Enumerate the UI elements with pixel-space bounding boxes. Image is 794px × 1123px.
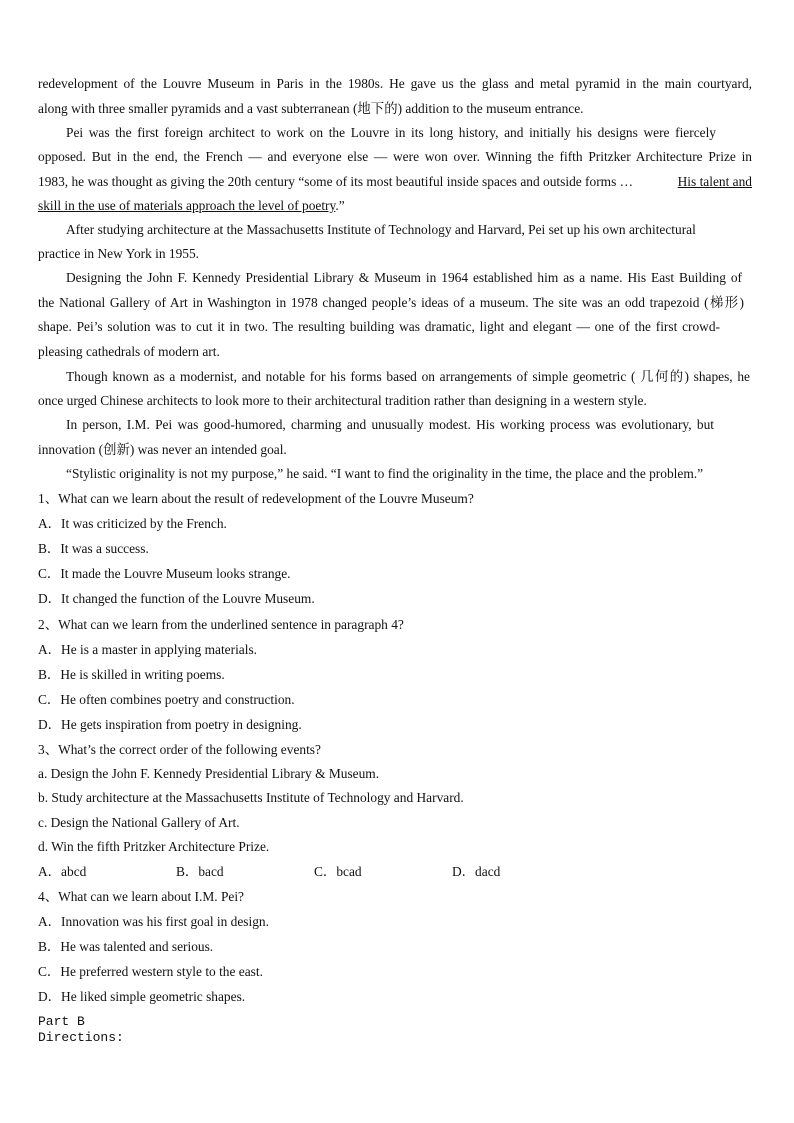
answer-option[interactable]: D．He gets inspiration from poetry in designing.	[38, 717, 302, 732]
answer-option[interactable]: C．bcad	[314, 864, 362, 879]
answer-option[interactable]: B．bacd	[176, 864, 224, 879]
passage-line: After studying architecture at the Massachusetts Institute of Technology and Harvard, Pei set up his own architectural	[66, 222, 696, 237]
directions-heading: Directions:	[38, 1030, 124, 1045]
event-item: a. Design the John F. Kennedy Presidential Library & Museum.	[38, 766, 380, 781]
passage-line: practice in New York in 1955.	[38, 246, 200, 261]
passage-line: In person, I.M. Pei was good-humored, charming and unusually modest. His working process was evolutionary, but	[66, 417, 714, 432]
passage-line: Pei was the first foreign architect to work on the Louvre in its long history, and initially his designs were fiercely	[66, 125, 716, 140]
passage-text: 1983, he was thought as giving the 20th century “some of its most beautiful inside spaces and outside forms …	[38, 174, 634, 189]
answer-option[interactable]: C．It made the Louvre Museum looks strange.	[38, 566, 291, 581]
passage-line: innovation (创新) was never an intended goal.	[38, 442, 287, 457]
passage-line	[38, 198, 345, 214]
underlined-sentence: skill in the use of materials approach the level of poetry	[38, 198, 336, 213]
passage-line: redevelopment of the Louvre Museum in Paris in the 1980s. He gave us the glass and metal pyramid in the main courtyard,	[38, 76, 752, 91]
question-stem: 3、What’s the correct order of the following events?	[38, 742, 321, 757]
event-item: b. Study architecture at the Massachusetts Institute of Technology and Harvard.	[38, 790, 464, 805]
part-heading: Part B	[38, 1014, 85, 1029]
answer-option[interactable]: C．He preferred western style to the east.	[38, 964, 263, 979]
passage-line: “Stylistic originality is not my purpose,” he said. “I want to find the originality in the time, the place and the problem.”	[66, 466, 704, 481]
passage-line: once urged Chinese architects to look more to their architectural tradition rather than designing in a western style.	[38, 393, 647, 408]
event-item: d. Win the fifth Pritzker Architecture Prize.	[38, 839, 270, 854]
answer-option[interactable]: A．Innovation was his first goal in design.	[38, 914, 269, 929]
answer-option[interactable]: C．He often combines poetry and construction.	[38, 692, 295, 707]
passage-line: pleasing cathedrals of modern art.	[38, 344, 220, 359]
passage-line: Designing the John F. Kennedy Presidential Library & Museum in 1964 established him as a name. His East Building of	[66, 270, 742, 285]
passage-text: .”	[335, 198, 345, 213]
answer-option[interactable]: A．It was criticized by the French.	[38, 516, 227, 531]
answer-option[interactable]: D．dacd	[452, 864, 501, 879]
passage-line: Though known as a modernist, and notable for his forms based on arrangements of simple geometric ( 几何的) shapes, he	[66, 369, 750, 384]
passage-line: opposed. But in the end, the French — and everyone else — were won over. Winning the fifth Pritzker Architecture Prize in	[38, 149, 752, 164]
answer-option[interactable]: B．It was a success.	[38, 541, 149, 556]
answer-option[interactable]: B．He was talented and serious.	[38, 939, 214, 954]
answer-option[interactable]: A．He is a master in applying materials.	[38, 642, 258, 657]
question-stem: 1、What can we learn about the result of redevelopment of the Louvre Museum?	[38, 491, 474, 506]
question-stem: 2、What can we learn from the underlined sentence in paragraph 4?	[38, 617, 404, 632]
passage-line: shape. Pei’s solution was to cut it in two. The resulting building was dramatic, light and elegant — one of the first crowd-	[38, 319, 720, 334]
answer-option[interactable]: A．abcd	[38, 864, 87, 879]
passage-line: the National Gallery of Art in Washington in 1978 changed people’s ideas of a museum. The site was an odd trapezoid (梯形)	[38, 295, 744, 310]
answer-option[interactable]: D．He liked simple geometric shapes.	[38, 989, 246, 1004]
passage-line: along with three smaller pyramids and a vast subterranean (地下的) addition to the museum entrance.	[38, 101, 584, 116]
passage-line	[38, 174, 752, 190]
answer-option[interactable]: D．It changed the function of the Louvre Museum.	[38, 591, 315, 606]
question-stem: 4、What can we learn about I.M. Pei?	[38, 889, 244, 904]
answer-option[interactable]: B．He is skilled in writing poems.	[38, 667, 225, 682]
event-item: c. Design the National Gallery of Art.	[38, 815, 240, 830]
underlined-sentence: His talent and	[677, 174, 752, 189]
